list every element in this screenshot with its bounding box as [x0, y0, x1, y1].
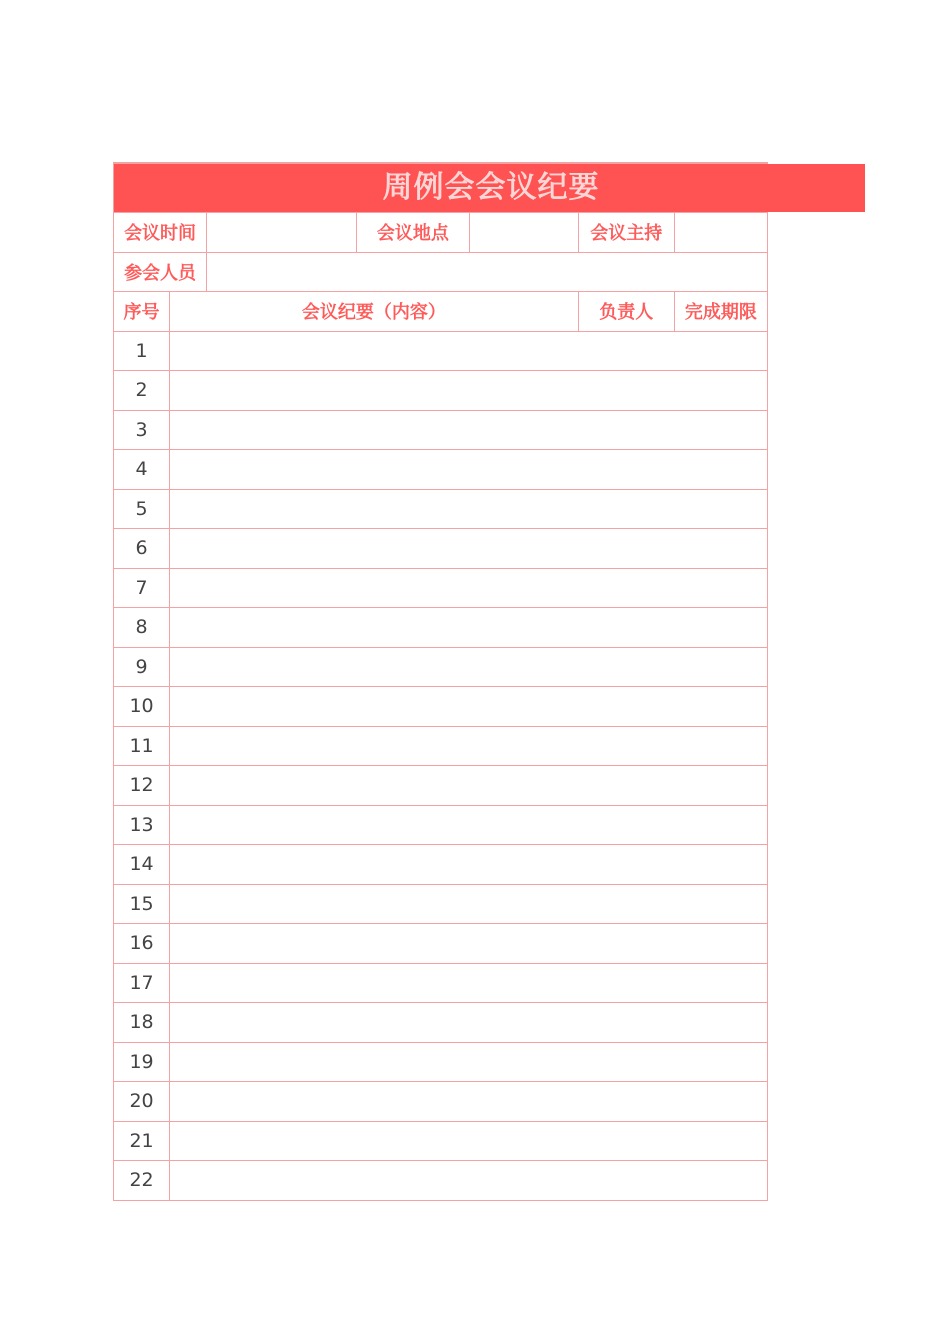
- table-row: [114, 371, 768, 411]
- table-row: [114, 963, 768, 1003]
- row-content-cell[interactable]: [170, 568, 768, 608]
- row-number: 16: [114, 924, 170, 964]
- row-number: 14: [114, 845, 170, 885]
- row-number: 17: [114, 963, 170, 1003]
- row-content-cell[interactable]: [170, 1161, 768, 1201]
- table-row: [114, 924, 768, 964]
- meeting-minutes-table: [113, 212, 768, 1201]
- header-owner: 负责人: [578, 292, 674, 332]
- table-row: [114, 529, 768, 569]
- row-content-cell[interactable]: [170, 805, 768, 845]
- row-content-cell[interactable]: [170, 410, 768, 450]
- row-content-cell[interactable]: [170, 489, 768, 529]
- table-row: [114, 450, 768, 490]
- row-number: 3: [114, 410, 170, 450]
- table-row: [114, 1042, 768, 1082]
- info-row-2: [114, 252, 768, 292]
- row-content-cell[interactable]: [170, 529, 768, 569]
- page-title: 周例会会议纪要: [382, 170, 600, 205]
- table-row: [114, 1121, 768, 1161]
- header-content: 会议纪要（内容）: [170, 292, 579, 332]
- table-row: [114, 331, 768, 371]
- table-row: [114, 1161, 768, 1201]
- meeting-location-field[interactable]: [469, 213, 578, 253]
- row-content-cell[interactable]: [170, 766, 768, 806]
- row-number: 15: [114, 884, 170, 924]
- header-row: [114, 292, 768, 332]
- row-content-cell[interactable]: [170, 608, 768, 648]
- row-content-cell[interactable]: [170, 687, 768, 727]
- attendees-field[interactable]: [207, 252, 768, 292]
- table-row: [114, 884, 768, 924]
- meeting-host-field[interactable]: [674, 213, 767, 253]
- table-row: [114, 687, 768, 727]
- meeting-location-label: 会议地点: [357, 213, 469, 253]
- row-number: 22: [114, 1161, 170, 1201]
- row-content-cell[interactable]: [170, 924, 768, 964]
- row-number: 13: [114, 805, 170, 845]
- row-number: 6: [114, 529, 170, 569]
- table-row: [114, 410, 768, 450]
- row-content-cell[interactable]: [170, 963, 768, 1003]
- row-number: 9: [114, 647, 170, 687]
- row-number: 12: [114, 766, 170, 806]
- row-number: 5: [114, 489, 170, 529]
- table-row: [114, 489, 768, 529]
- table-row: [114, 766, 768, 806]
- row-number: 18: [114, 1003, 170, 1043]
- header-seq: 序号: [114, 292, 170, 332]
- row-content-cell[interactable]: [170, 450, 768, 490]
- row-number: 20: [114, 1082, 170, 1122]
- row-content-cell[interactable]: [170, 1121, 768, 1161]
- row-content-cell[interactable]: [170, 1042, 768, 1082]
- meeting-time-field[interactable]: [207, 213, 357, 253]
- header-deadline: 完成期限: [674, 292, 767, 332]
- table-row: [114, 1003, 768, 1043]
- meeting-time-label: 会议时间: [114, 213, 207, 253]
- row-number: 19: [114, 1042, 170, 1082]
- table-row: [114, 726, 768, 766]
- table-row: [114, 647, 768, 687]
- row-number: 4: [114, 450, 170, 490]
- row-number: 2: [114, 371, 170, 411]
- row-content-cell[interactable]: [170, 884, 768, 924]
- row-number: 11: [114, 726, 170, 766]
- info-row-1: [114, 213, 768, 253]
- row-content-cell[interactable]: [170, 845, 768, 885]
- row-number: 7: [114, 568, 170, 608]
- row-number: 21: [114, 1121, 170, 1161]
- row-content-cell[interactable]: [170, 331, 768, 371]
- table-row: [114, 805, 768, 845]
- table-row: [114, 608, 768, 648]
- row-content-cell[interactable]: [170, 726, 768, 766]
- meeting-host-label: 会议主持: [578, 213, 674, 253]
- row-number: 10: [114, 687, 170, 727]
- row-content-cell[interactable]: [170, 1003, 768, 1043]
- row-content-cell[interactable]: [170, 647, 768, 687]
- table-row: [114, 568, 768, 608]
- attendees-label: 参会人员: [114, 252, 207, 292]
- row-number: 1: [114, 331, 170, 371]
- row-content-cell[interactable]: [170, 1082, 768, 1122]
- table-row: [114, 1082, 768, 1122]
- row-content-cell[interactable]: [170, 371, 768, 411]
- table-row: [114, 845, 768, 885]
- row-number: 8: [114, 608, 170, 648]
